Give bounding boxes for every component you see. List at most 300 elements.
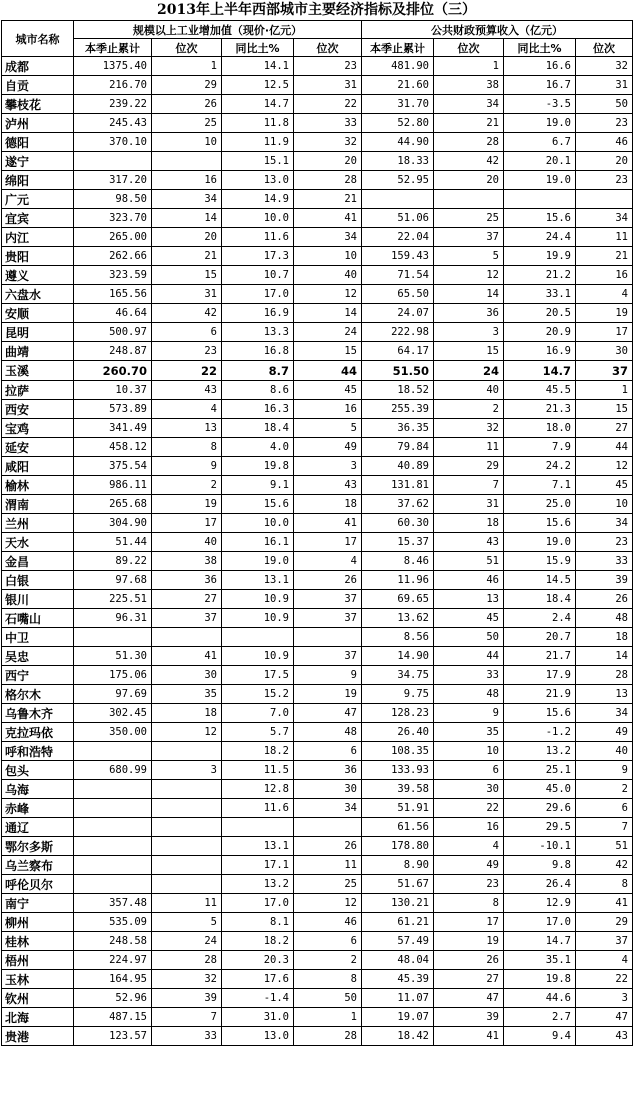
value-cell: 15.37 — [362, 533, 434, 552]
value-cell: 30 — [576, 342, 633, 361]
value-cell: 35 — [434, 723, 504, 742]
value-cell: 38 — [152, 552, 222, 571]
value-cell: 26 — [576, 590, 633, 609]
value-cell: 21.60 — [362, 76, 434, 95]
value-cell: 17 — [152, 514, 222, 533]
value-cell: 46 — [294, 913, 362, 932]
value-cell: 24 — [152, 932, 222, 951]
value-cell: 13.1 — [222, 571, 294, 590]
value-cell — [152, 628, 222, 647]
value-cell: 18.33 — [362, 152, 434, 171]
industrial-value-group-header: 规模以上工业增加值（现价·亿元） — [74, 21, 362, 39]
value-cell: 37 — [294, 609, 362, 628]
value-cell: 11.6 — [222, 228, 294, 247]
value-cell: 15 — [434, 342, 504, 361]
value-cell: 6 — [294, 742, 362, 761]
value-cell: 21 — [576, 247, 633, 266]
table-row — [2, 875, 633, 894]
value-cell: 10.0 — [222, 209, 294, 228]
value-cell: 40 — [294, 266, 362, 285]
value-cell: 4 — [152, 400, 222, 419]
value-cell: 37.62 — [362, 495, 434, 514]
value-cell: 8.46 — [362, 552, 434, 571]
value-cell: 31.70 — [362, 95, 434, 114]
value-cell: 248.87 — [74, 342, 152, 361]
value-cell: 28 — [576, 666, 633, 685]
table-row — [2, 780, 633, 799]
value-cell: 36 — [152, 571, 222, 590]
city-name-cell: 玉林 — [2, 970, 74, 989]
value-cell: 13.2 — [222, 875, 294, 894]
value-cell: 8 — [576, 875, 633, 894]
city-name-cell: 通辽 — [2, 818, 74, 837]
value-cell: 323.59 — [74, 266, 152, 285]
value-cell: 13 — [576, 685, 633, 704]
value-cell: 7 — [152, 1008, 222, 1027]
value-cell: 18.2 — [222, 742, 294, 761]
value-cell: 37 — [576, 932, 633, 951]
value-cell: 61.21 — [362, 913, 434, 932]
value-cell: 9 — [434, 704, 504, 723]
city-name-cell: 拉萨 — [2, 381, 74, 400]
value-cell: 19 — [294, 685, 362, 704]
value-cell: 370.10 — [74, 133, 152, 152]
value-cell: 2 — [434, 400, 504, 419]
table-row — [2, 1008, 633, 1027]
value-cell: 11.8 — [222, 114, 294, 133]
value-cell: 51.50 — [362, 361, 434, 381]
value-cell: 41 — [576, 894, 633, 913]
value-cell: 8.7 — [222, 361, 294, 381]
city-name-cell: 石嘴山 — [2, 609, 74, 628]
table-row — [2, 818, 633, 837]
value-cell: 108.35 — [362, 742, 434, 761]
table-row — [2, 799, 633, 818]
value-cell: 4 — [576, 285, 633, 304]
value-cell: 159.43 — [362, 247, 434, 266]
value-cell — [74, 818, 152, 837]
value-cell: 14 — [152, 209, 222, 228]
value-cell: 36 — [294, 761, 362, 780]
city-name-cell: 攀枝花 — [2, 95, 74, 114]
value-cell: 37 — [152, 609, 222, 628]
value-cell: 7.1 — [504, 476, 576, 495]
city-name-cell: 梧州 — [2, 951, 74, 970]
value-cell: 12.9 — [504, 894, 576, 913]
table-row — [2, 266, 633, 285]
value-cell: 17.3 — [222, 247, 294, 266]
value-cell: 39.58 — [362, 780, 434, 799]
value-cell: 15.6 — [504, 514, 576, 533]
value-cell: 97.68 — [74, 571, 152, 590]
value-cell: 9 — [294, 666, 362, 685]
value-cell: 18.42 — [362, 1027, 434, 1046]
table-row — [2, 647, 633, 666]
value-cell: 28 — [294, 171, 362, 190]
value-cell: 6 — [576, 799, 633, 818]
value-cell: 52.95 — [362, 171, 434, 190]
value-cell: 27 — [576, 419, 633, 438]
table-row — [2, 970, 633, 989]
value-cell: 50 — [576, 95, 633, 114]
value-cell: 13.0 — [222, 1027, 294, 1046]
value-cell: 10 — [434, 742, 504, 761]
value-cell: 13 — [152, 419, 222, 438]
value-cell: 11 — [152, 894, 222, 913]
value-cell: 26 — [152, 95, 222, 114]
value-cell: 20.1 — [504, 152, 576, 171]
value-cell: 50 — [434, 628, 504, 647]
value-cell: 11 — [294, 856, 362, 875]
value-cell: 357.48 — [74, 894, 152, 913]
value-cell — [222, 628, 294, 647]
column-header: 本季止累计 — [74, 39, 152, 57]
value-cell: 20.7 — [504, 628, 576, 647]
city-name-cell: 广元 — [2, 190, 74, 209]
value-cell: 12 — [434, 266, 504, 285]
value-cell: 34 — [152, 190, 222, 209]
city-name-cell: 乌兰察布 — [2, 856, 74, 875]
value-cell: 248.58 — [74, 932, 152, 951]
table-row — [2, 723, 633, 742]
value-cell: 51.30 — [74, 647, 152, 666]
value-cell: 3 — [294, 457, 362, 476]
city-name-cell: 昆明 — [2, 323, 74, 342]
city-name-cell: 兰州 — [2, 514, 74, 533]
fiscal-revenue-group-header: 公共财政预算收入（亿元） — [362, 21, 633, 39]
value-cell: 19.0 — [504, 114, 576, 133]
value-cell: 5.7 — [222, 723, 294, 742]
value-cell: 21.7 — [504, 647, 576, 666]
value-cell: 16.9 — [504, 342, 576, 361]
value-cell: 216.70 — [74, 76, 152, 95]
table-row — [2, 152, 633, 171]
table-row — [2, 304, 633, 323]
value-cell: 14.7 — [222, 95, 294, 114]
value-cell: 10.37 — [74, 381, 152, 400]
value-cell: 22 — [434, 799, 504, 818]
value-cell: 375.54 — [74, 457, 152, 476]
value-cell — [74, 742, 152, 761]
table-row — [2, 761, 633, 780]
value-cell: 26 — [294, 571, 362, 590]
value-cell: 8.56 — [362, 628, 434, 647]
value-cell: 23 — [152, 342, 222, 361]
value-cell: 5 — [152, 913, 222, 932]
value-cell: 64.17 — [362, 342, 434, 361]
value-cell: 71.54 — [362, 266, 434, 285]
value-cell — [222, 818, 294, 837]
value-cell: 10.9 — [222, 647, 294, 666]
value-cell: 20.9 — [504, 323, 576, 342]
value-cell: 16.9 — [222, 304, 294, 323]
value-cell: 16.6 — [504, 57, 576, 76]
city-name-cell: 玉溪 — [2, 361, 74, 381]
table-row — [2, 285, 633, 304]
value-cell: 18 — [434, 514, 504, 533]
value-cell: 17.0 — [222, 894, 294, 913]
value-cell: 165.56 — [74, 285, 152, 304]
value-cell: 37 — [434, 228, 504, 247]
value-cell: 89.22 — [74, 552, 152, 571]
column-header: 位次 — [576, 39, 633, 57]
value-cell: 19.8 — [504, 970, 576, 989]
value-cell: 21.3 — [504, 400, 576, 419]
value-cell: 487.15 — [74, 1008, 152, 1027]
value-cell: 16.7 — [504, 76, 576, 95]
value-cell — [152, 152, 222, 171]
table-row — [2, 114, 633, 133]
value-cell: 45 — [294, 381, 362, 400]
value-cell — [152, 742, 222, 761]
value-cell: 317.20 — [74, 171, 152, 190]
value-cell: 14.90 — [362, 647, 434, 666]
value-cell: 37 — [294, 647, 362, 666]
value-cell: 8 — [294, 970, 362, 989]
value-cell: 15 — [294, 342, 362, 361]
value-cell: 9.4 — [504, 1027, 576, 1046]
value-cell: 11.96 — [362, 571, 434, 590]
table-row — [2, 742, 633, 761]
city-name-cell: 格尔木 — [2, 685, 74, 704]
value-cell: 42 — [576, 856, 633, 875]
value-cell: 8.90 — [362, 856, 434, 875]
table-row — [2, 361, 633, 381]
value-cell: 26.40 — [362, 723, 434, 742]
value-cell: 96.31 — [74, 609, 152, 628]
value-cell: 20.5 — [504, 304, 576, 323]
value-cell: 34 — [576, 704, 633, 723]
value-cell: 2.4 — [504, 609, 576, 628]
value-cell: 11.6 — [222, 799, 294, 818]
value-cell: 4 — [576, 951, 633, 970]
value-cell: 25.1 — [504, 761, 576, 780]
value-cell: 7 — [434, 476, 504, 495]
value-cell: 8.1 — [222, 913, 294, 932]
value-cell: 2.7 — [504, 1008, 576, 1027]
value-cell — [362, 190, 434, 209]
value-cell: 33 — [434, 666, 504, 685]
value-cell: 42 — [434, 152, 504, 171]
value-cell: 9.75 — [362, 685, 434, 704]
value-cell: 7 — [576, 818, 633, 837]
value-cell — [152, 799, 222, 818]
table-row — [2, 989, 633, 1008]
value-cell: 49 — [434, 856, 504, 875]
value-cell: 1 — [294, 1008, 362, 1027]
city-name-cell: 呼和浩特 — [2, 742, 74, 761]
column-header: 同比土% — [504, 39, 576, 57]
value-cell: 11 — [434, 438, 504, 457]
value-cell: 17.0 — [222, 285, 294, 304]
value-cell: 37 — [576, 361, 633, 381]
value-cell: 27 — [434, 970, 504, 989]
value-cell: 33.1 — [504, 285, 576, 304]
value-cell: 33 — [152, 1027, 222, 1046]
value-cell: 23 — [576, 533, 633, 552]
value-cell: 23 — [434, 875, 504, 894]
city-name-cell: 西宁 — [2, 666, 74, 685]
table-body — [2, 57, 633, 1046]
value-cell: 8.6 — [222, 381, 294, 400]
value-cell: 27 — [152, 590, 222, 609]
value-cell: 9.8 — [504, 856, 576, 875]
value-cell: 40 — [434, 381, 504, 400]
value-cell: 48 — [434, 685, 504, 704]
city-name-cell: 绵阳 — [2, 171, 74, 190]
value-cell — [152, 875, 222, 894]
value-cell: 57.49 — [362, 932, 434, 951]
table-row — [2, 628, 633, 647]
indicator-table — [1, 20, 633, 1046]
value-cell: 41 — [434, 1027, 504, 1046]
table-row — [2, 228, 633, 247]
value-cell: 4 — [434, 837, 504, 856]
value-cell: 32 — [434, 419, 504, 438]
value-cell — [74, 152, 152, 171]
value-cell: 31 — [152, 285, 222, 304]
value-cell: 8 — [434, 894, 504, 913]
table-row — [2, 609, 633, 628]
value-cell: 13.3 — [222, 323, 294, 342]
value-cell: 51.06 — [362, 209, 434, 228]
value-cell: 19 — [152, 495, 222, 514]
value-cell: 12.8 — [222, 780, 294, 799]
city-name-cell: 天水 — [2, 533, 74, 552]
table-row — [2, 438, 633, 457]
value-cell: 3 — [152, 761, 222, 780]
city-name-cell: 榆林 — [2, 476, 74, 495]
value-cell: 19.07 — [362, 1008, 434, 1027]
value-cell: 33 — [576, 552, 633, 571]
value-cell — [576, 190, 633, 209]
value-cell: 18.4 — [504, 590, 576, 609]
table-row — [2, 932, 633, 951]
value-cell: 133.93 — [362, 761, 434, 780]
value-cell: 175.06 — [74, 666, 152, 685]
value-cell: 7.9 — [504, 438, 576, 457]
value-cell: 45.0 — [504, 780, 576, 799]
table-row — [2, 190, 633, 209]
city-name-cell: 遵义 — [2, 266, 74, 285]
table-row — [2, 590, 633, 609]
value-cell: 48 — [576, 609, 633, 628]
table-row — [2, 514, 633, 533]
table-row — [2, 171, 633, 190]
value-cell: 17 — [576, 323, 633, 342]
city-name-cell: 赤峰 — [2, 799, 74, 818]
value-cell: 35 — [152, 685, 222, 704]
value-cell: 986.11 — [74, 476, 152, 495]
value-cell: 24.07 — [362, 304, 434, 323]
value-cell: 14 — [576, 647, 633, 666]
value-cell: 14.7 — [504, 361, 576, 381]
value-cell: 31 — [434, 495, 504, 514]
city-name-cell: 钦州 — [2, 989, 74, 1008]
value-cell: 39 — [152, 989, 222, 1008]
city-name-cell: 南宁 — [2, 894, 74, 913]
value-cell: 2 — [152, 476, 222, 495]
value-cell: 6 — [434, 761, 504, 780]
city-name-cell: 自贡 — [2, 76, 74, 95]
value-cell: 14.5 — [504, 571, 576, 590]
value-cell: 34 — [576, 209, 633, 228]
city-name-cell: 宜宾 — [2, 209, 74, 228]
city-name-cell: 宝鸡 — [2, 419, 74, 438]
table-row — [2, 457, 633, 476]
value-cell: 8 — [152, 438, 222, 457]
value-cell: 20 — [152, 228, 222, 247]
value-cell: 10.9 — [222, 590, 294, 609]
table-row — [2, 95, 633, 114]
table-row — [2, 495, 633, 514]
value-cell: 37 — [294, 590, 362, 609]
value-cell: 12.5 — [222, 76, 294, 95]
value-cell: 25 — [152, 114, 222, 133]
value-cell: 30 — [294, 780, 362, 799]
value-cell: 32 — [576, 57, 633, 76]
table-row — [2, 913, 633, 932]
value-cell: 44.6 — [504, 989, 576, 1008]
value-cell: 41 — [294, 209, 362, 228]
value-cell: 43 — [294, 476, 362, 495]
table-row — [2, 476, 633, 495]
value-cell: 34 — [294, 228, 362, 247]
value-cell: 44 — [294, 361, 362, 381]
value-cell: 29 — [152, 76, 222, 95]
value-cell: 45 — [576, 476, 633, 495]
value-cell: 11.5 — [222, 761, 294, 780]
value-cell — [74, 780, 152, 799]
table-row — [2, 685, 633, 704]
column-header: 位次 — [294, 39, 362, 57]
value-cell: 28 — [294, 1027, 362, 1046]
city-name-cell: 桂林 — [2, 932, 74, 951]
value-cell: 19.9 — [504, 247, 576, 266]
value-cell: 46.64 — [74, 304, 152, 323]
value-cell: 50 — [294, 989, 362, 1008]
value-cell: 46 — [434, 571, 504, 590]
value-cell: 31.0 — [222, 1008, 294, 1027]
value-cell: 2 — [576, 780, 633, 799]
value-cell: 22 — [152, 361, 222, 381]
value-cell: 12 — [576, 457, 633, 476]
value-cell: 14.1 — [222, 57, 294, 76]
value-cell — [74, 799, 152, 818]
value-cell: 41 — [294, 514, 362, 533]
city-name-cell: 银川 — [2, 590, 74, 609]
value-cell: 14.7 — [504, 932, 576, 951]
value-cell: 31 — [294, 76, 362, 95]
value-cell: 69.65 — [362, 590, 434, 609]
table-row — [2, 342, 633, 361]
city-name-cell: 六盘水 — [2, 285, 74, 304]
table-row — [2, 1027, 633, 1046]
value-cell: 1 — [576, 381, 633, 400]
value-cell: 14.9 — [222, 190, 294, 209]
value-cell: 32 — [294, 133, 362, 152]
value-cell — [152, 818, 222, 837]
city-name-cell: 乌海 — [2, 780, 74, 799]
city-name-cell: 内江 — [2, 228, 74, 247]
value-cell: 98.50 — [74, 190, 152, 209]
value-cell: 12 — [294, 285, 362, 304]
value-cell: 36.35 — [362, 419, 434, 438]
value-cell — [504, 190, 576, 209]
value-cell — [294, 818, 362, 837]
value-cell: 1375.40 — [74, 57, 152, 76]
value-cell: -3.5 — [504, 95, 576, 114]
